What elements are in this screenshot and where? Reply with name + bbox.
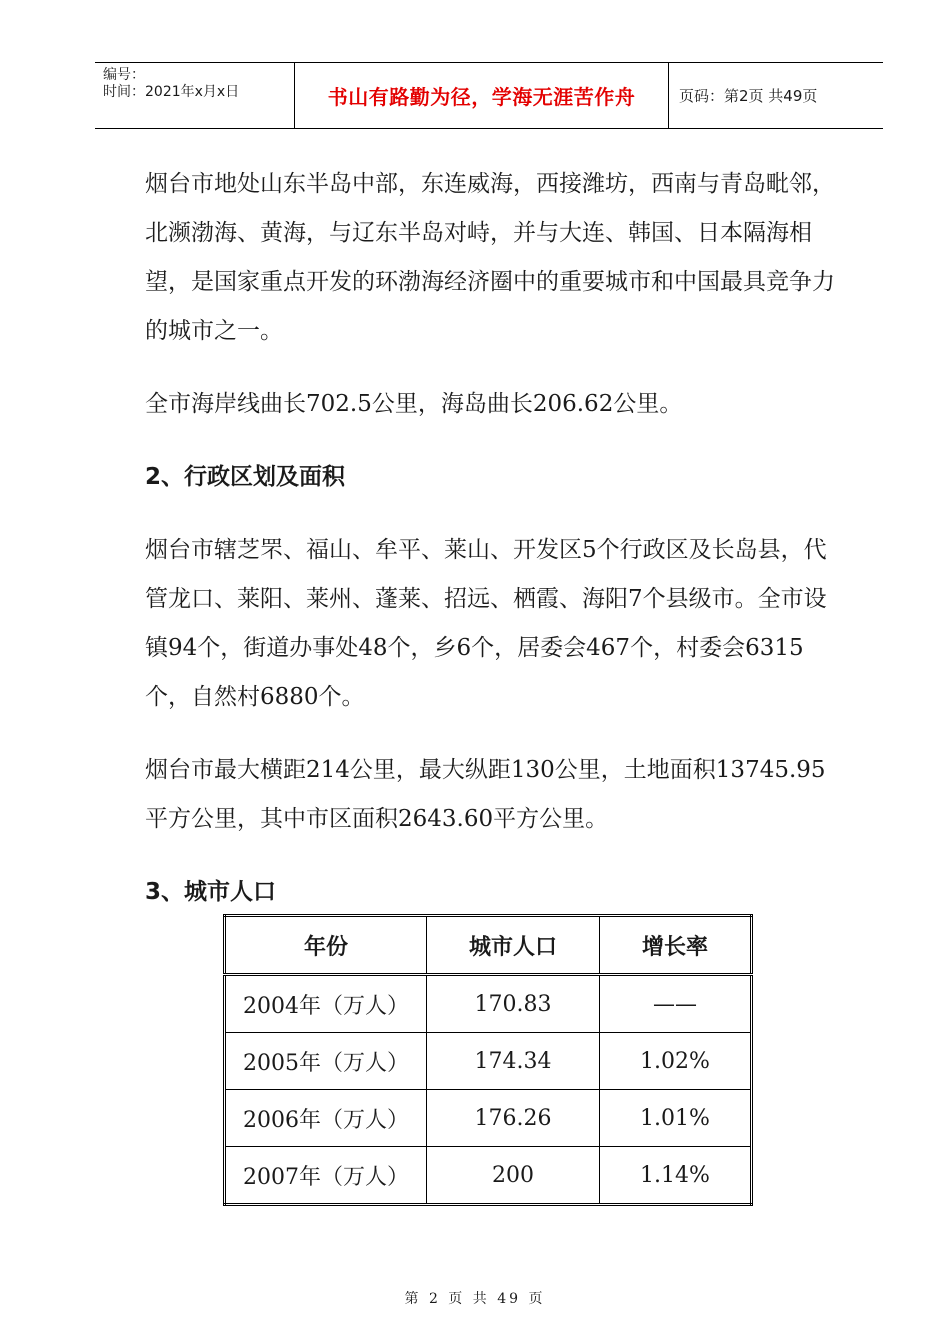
doc-time: 时间：2021年x月x日	[103, 84, 240, 100]
cell-year: 2007年（万人）	[225, 1147, 427, 1205]
cell-growth: ——	[600, 975, 752, 1033]
cell-population: 176.26	[427, 1090, 600, 1147]
header-page-info: 页码：第2页 共49页	[679, 87, 818, 105]
cell-year: 2006年（万人）	[225, 1090, 427, 1147]
paragraph-location: 烟台市地处山东半岛中部，东连威海，西接潍坊，西南与青岛毗邻，北濒渤海、黄海，与辽东半岛对峙，并与大连、韩国、日本隔海相望，是国家重点开发的环渤海经济圈中的重要城市和中国最具竞争力的城市之一。	[145, 171, 835, 344]
paragraph-area: 烟台市最大横距214公里，最大纵距130公里，土地面积13745.95平方公里，其中市区面积2643.60平方公里。	[145, 757, 826, 832]
section-heading-population: 3、城市人口	[145, 879, 277, 905]
document-body	[145, 160, 845, 917]
cell-growth: 1.14%	[600, 1147, 752, 1205]
section-heading-admin: 2、行政区划及面积	[145, 464, 346, 490]
header-motto: 书山有路勤为径，学海无涯苦作舟	[295, 63, 669, 128]
column-header-growth: 增长率	[600, 916, 752, 975]
table-row	[225, 1033, 752, 1090]
cell-population: 170.83	[427, 975, 600, 1033]
population-table	[223, 914, 753, 1206]
doc-number-label: 编号：	[103, 67, 145, 83]
page-header	[95, 62, 883, 129]
cell-year: 2004年（万人）	[225, 975, 427, 1033]
paragraph-coastline: 全市海岸线曲长702.5公里，海岛曲长206.62公里。	[145, 391, 683, 417]
cell-growth: 1.01%	[600, 1090, 752, 1147]
cell-growth: 1.02%	[600, 1033, 752, 1090]
cell-year: 2005年（万人）	[225, 1033, 427, 1090]
column-header-year: 年份	[225, 916, 427, 975]
table-row	[225, 1090, 752, 1147]
cell-population: 174.34	[427, 1033, 600, 1090]
table-header-row	[225, 916, 752, 975]
cell-population: 200	[427, 1147, 600, 1205]
table-row	[225, 1147, 752, 1205]
header-meta	[95, 63, 295, 128]
table-row	[225, 975, 752, 1033]
column-header-population: 城市人口	[427, 916, 600, 975]
paragraph-admin-divisions: 烟台市辖芝罘、福山、牟平、莱山、开发区5个行政区及长岛县，代管龙口、莱阳、莱州、蓬莱、招远、栖霞、海阳7个县级市。全市设镇94个，街道办事处48个，乡6个，居委会467个，村委会6315个，自然村6880个。	[145, 537, 827, 710]
page-footer: 第 2 页 共 49 页	[404, 1291, 546, 1307]
